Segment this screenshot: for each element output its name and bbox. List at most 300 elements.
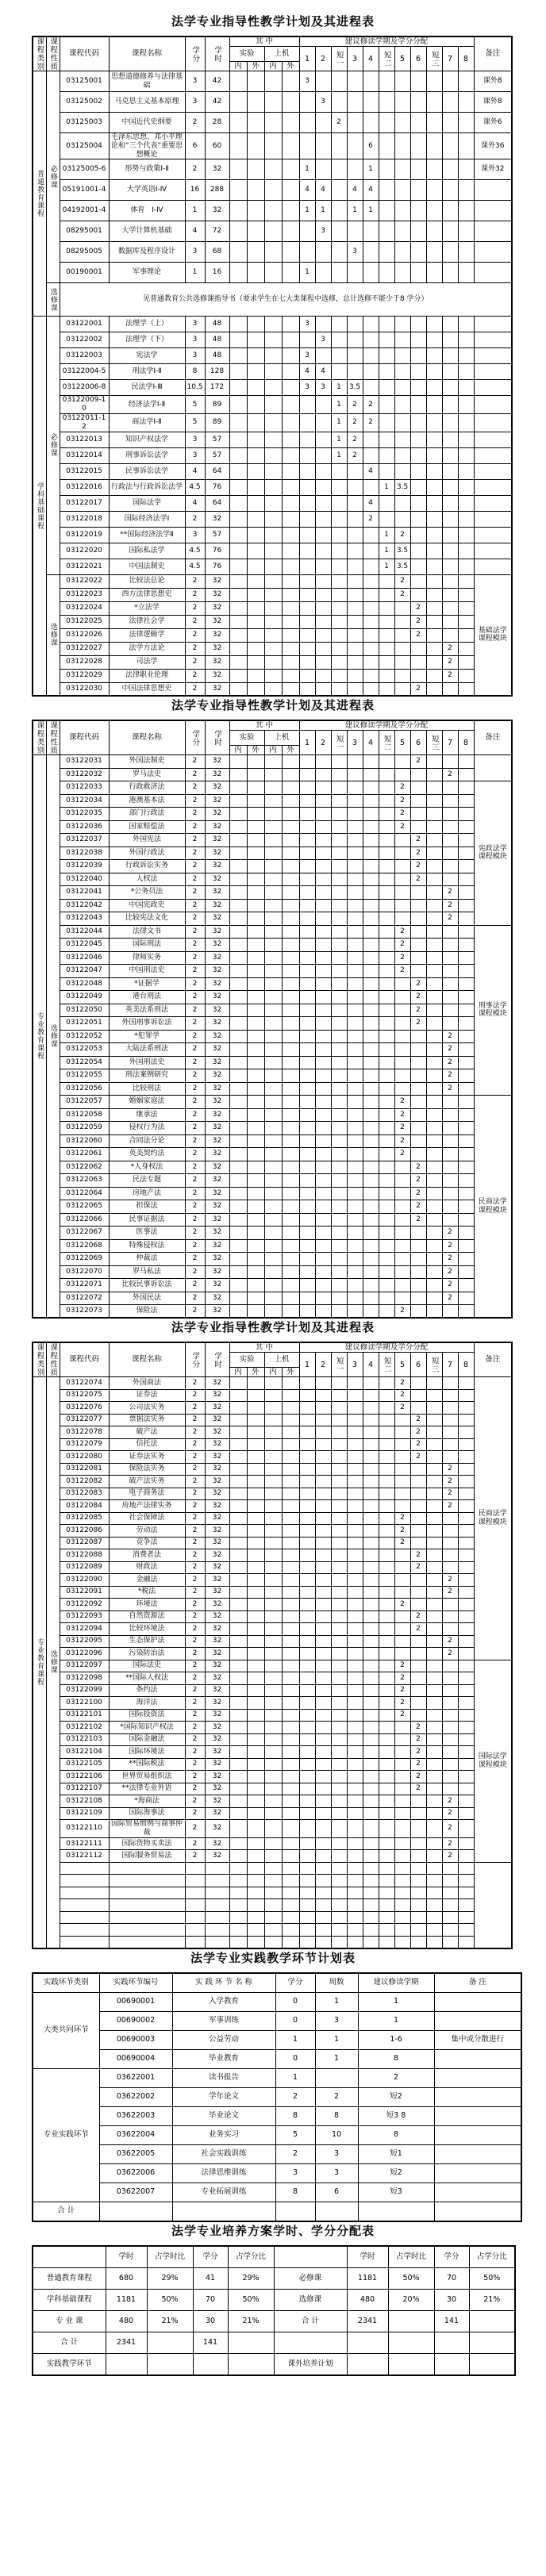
cell-sem-6: 2 (410, 1746, 426, 1759)
cell-course-code: 03122085 (60, 1512, 109, 1525)
cell-sem-5 (394, 669, 410, 682)
cell-sem-2 (315, 669, 331, 682)
cell-course-name: 医事法 (109, 1227, 185, 1240)
summary-row (33, 2310, 515, 2332)
cell-sem-4 (363, 965, 379, 978)
cell-lab-hours (282, 808, 299, 821)
cell-sem-3 (347, 1108, 363, 1122)
cell-sem-8 (458, 682, 474, 696)
cell-sem-5: 2 (394, 951, 410, 965)
cell-hours: 32 (205, 794, 229, 808)
summary-header-credits: 学分 (193, 2246, 228, 2268)
cell-lab-hours (229, 1733, 247, 1746)
cell-sem-4 (363, 92, 379, 113)
cell-lab-hours (282, 1438, 299, 1451)
cell-sem-s1 (331, 1911, 347, 1924)
cell-lab-hours (229, 1807, 247, 1820)
cell-sem-6 (410, 159, 426, 180)
cell-hours: 32 (205, 1414, 229, 1426)
cell-sem-6 (410, 912, 426, 926)
course-row (33, 1746, 512, 1759)
course-row (33, 939, 512, 952)
cell-sem-s1: 1 (331, 432, 347, 447)
header-semester-3: 3 (347, 731, 363, 755)
cell-lab-hours (264, 820, 282, 834)
cell-sem-2 (315, 1684, 331, 1697)
cell-remark (474, 479, 512, 495)
cell-sem-5: 2 (394, 1402, 410, 1415)
summary-category-label: 课外培养计划 (274, 2353, 347, 2375)
summary-header-hours-pct: 占学时比 (388, 2246, 434, 2268)
header-course-nature: 课程性质 (46, 36, 60, 71)
cell-sem-s1 (331, 1758, 347, 1771)
cell-sem-3 (347, 1134, 363, 1148)
header-experiment: 实验 (229, 1353, 264, 1367)
cell-hours: 32 (205, 912, 229, 926)
cell-credits: 2 (185, 511, 205, 527)
cell-course-code: 03122060 (60, 1134, 109, 1148)
cell-course-name: 经济法学Ⅰ-Ⅱ (109, 396, 185, 414)
cell-sem-s2 (379, 511, 394, 527)
cell-course-name: 比较法总论 (109, 574, 185, 588)
cell-sem-7 (442, 1887, 458, 1899)
cell-lab-hours (229, 1187, 247, 1200)
course-row (33, 1265, 512, 1279)
cell-lab-hours (264, 1660, 282, 1672)
cell-lab-hours (247, 991, 264, 1004)
cell-sem-2 (315, 432, 331, 447)
cell-practice-code: 03622001 (99, 2068, 172, 2087)
cell-sem-7 (442, 263, 458, 283)
cell-sem-6: 2 (410, 991, 426, 1004)
cell-credits: 2 (185, 1709, 205, 1722)
cell-sem-4 (363, 820, 379, 834)
cell-sem-2 (315, 1875, 331, 1887)
cell-sem-8 (458, 1610, 474, 1623)
cell-lab-hours (264, 1389, 282, 1402)
cell-lab-hours (264, 159, 282, 180)
cell-credits-percent: 50% (228, 2289, 274, 2310)
cell-hours: 32 (205, 781, 229, 795)
cell-sem-s3 (426, 1574, 442, 1587)
course-row (33, 511, 512, 527)
course-row (33, 781, 512, 795)
course-row (33, 380, 512, 396)
course-row (33, 669, 512, 682)
cell-sem-3 (347, 1377, 363, 1390)
cell-lab-hours (229, 1292, 247, 1305)
cell-sem-5 (394, 413, 410, 432)
cell-sem-5: 3.5 (394, 479, 410, 495)
cell-sem-6 (410, 1697, 426, 1710)
cell-sem-4: 4 (363, 180, 379, 201)
cell-sem-4 (363, 1438, 379, 1451)
cell-course-name: 毛泽东思想、邓小平理论和“三个代表”重要思想概论 (109, 133, 185, 159)
cell-lab-hours (282, 1265, 299, 1279)
cell-credits: 2 (185, 965, 205, 978)
cell-course-code: 03122024 (60, 601, 109, 615)
cell-sem-5 (394, 1069, 410, 1083)
cell-sem-6 (410, 479, 426, 495)
cell-sem-3 (347, 479, 363, 495)
course-row (33, 768, 512, 781)
cell-sem-1 (299, 1043, 315, 1057)
cell-sem-7 (442, 1623, 458, 1636)
header-credits: 学分 (185, 36, 205, 71)
cell-sem-s1 (331, 1161, 347, 1174)
cell-hours (205, 1875, 229, 1887)
cell-credits: 2 (185, 1837, 205, 1850)
cell-sem-5 (394, 432, 410, 447)
cell-course-code: 03122088 (60, 1549, 109, 1562)
header-semester-s3: 短三 (426, 731, 442, 755)
cell-lab-hours (229, 221, 247, 242)
cell-sem-3 (347, 808, 363, 821)
cell-lab-hours (264, 1096, 282, 1109)
cell-sem-5 (394, 1850, 410, 1863)
cell-sem-1 (299, 873, 315, 886)
cell-sem-4 (363, 977, 379, 991)
cell-sem-1 (299, 1122, 315, 1135)
cell-sem-1 (299, 1292, 315, 1305)
cell-credits: 3 (185, 527, 205, 543)
cell-course-name: 港澳基本法 (109, 794, 185, 808)
cell-sem-3 (347, 1512, 363, 1525)
cell-lab-hours (282, 1623, 299, 1636)
cell-sem-s3 (426, 1850, 442, 1863)
cell-sem-5: 2 (394, 1697, 410, 1710)
cell-lab-hours (229, 1017, 247, 1031)
course-row (33, 1451, 512, 1464)
cell-lab-hours (229, 1648, 247, 1660)
cell-course-name: 担保法 (109, 1200, 185, 1214)
cell-sem-3 (347, 574, 363, 588)
header-semester-6: 6 (410, 1353, 426, 1377)
cell-course-name: 国际环境法 (109, 1746, 185, 1759)
cell-sem-s1 (331, 1476, 347, 1488)
cell-sem-s1 (331, 965, 347, 978)
cell-sem-5 (394, 1500, 410, 1513)
practice-header-0: 实践环节类别 (33, 1973, 99, 1993)
cell-sem-5 (394, 1623, 410, 1636)
cell-sem-s1 (331, 899, 347, 912)
cell-sem-4 (363, 263, 379, 283)
cell-lab-hours (282, 1239, 299, 1253)
cell-hours: 48 (205, 317, 229, 332)
cell-sem-4 (363, 479, 379, 495)
cell-sem-s2 (379, 1438, 394, 1451)
cell-practice-code: 00690003 (99, 2030, 172, 2049)
cell-lab-hours (247, 159, 264, 180)
cell-lab-hours (229, 1924, 247, 1937)
cell-course-code: 03122103 (60, 1733, 109, 1746)
cell-sem-s3 (426, 113, 442, 133)
cell-sem-s3 (426, 1887, 442, 1899)
cell-sem-s3 (426, 1660, 442, 1672)
cell-lab-hours (282, 92, 299, 113)
cell-sem-5 (394, 1292, 410, 1305)
cell-hours: 32 (205, 1402, 229, 1415)
cell-lab-hours (282, 794, 299, 808)
cell-lab-hours (247, 1648, 264, 1660)
cell-sem-s2 (379, 332, 394, 348)
cell-lab-hours (247, 1758, 264, 1771)
cell-credits: 2 (185, 1017, 205, 1031)
cell-course-name: 行政救济法 (109, 781, 185, 795)
course-row (33, 348, 512, 364)
cell-sem-s2 (379, 1043, 394, 1057)
cell-sem-6: 2 (410, 847, 426, 860)
cell-course-code: 03122040 (60, 873, 109, 886)
cell-sem-s1 (331, 834, 347, 847)
cell-sem-7: 2 (442, 1265, 458, 1279)
cell-sem-s1 (331, 873, 347, 886)
cell-sem-3 (347, 601, 363, 615)
cell-sem-s1 (331, 1899, 347, 1912)
cell-sem-s2 (379, 396, 394, 414)
cell-sem-s1 (331, 1200, 347, 1214)
cell-sem-2: 3 (315, 92, 331, 113)
cell-sem-4 (363, 925, 379, 939)
cell-sem-5 (394, 899, 410, 912)
header-course-category: 课程类别 (33, 36, 46, 71)
cell-sem-8 (458, 1108, 474, 1122)
cell-lab-hours (247, 1783, 264, 1795)
cell-course-code: 03122050 (60, 1004, 109, 1017)
cell-sem-s2 (379, 1122, 394, 1135)
cell-remark (474, 348, 512, 364)
cell-lab-hours (282, 1305, 299, 1319)
cell-course-code: 03122047 (60, 965, 109, 978)
cell-sem-6: 2 (410, 1187, 426, 1200)
cell-sem-5 (394, 1911, 410, 1924)
cell-sem-1 (299, 768, 315, 781)
cell-sem-3 (347, 1161, 363, 1174)
cell-lab-hours (264, 447, 282, 463)
cell-sem-1 (299, 1837, 315, 1850)
cell-sem-7 (442, 1537, 458, 1549)
cell-hours: 32 (205, 1265, 229, 1279)
practice-row (33, 2106, 521, 2125)
cell-sem-5 (394, 1635, 410, 1648)
cell-sem-5 (394, 1936, 410, 1948)
cell-sem-6 (410, 133, 426, 159)
cell-course-name: **国际税法 (109, 1758, 185, 1771)
cell-total-credits (434, 2353, 469, 2375)
cell-sem-s1 (331, 1069, 347, 1083)
cell-sem-1 (299, 1850, 315, 1863)
cell-sem-5 (394, 71, 410, 92)
cell-sem-1 (299, 495, 315, 511)
cell-course-code: 03122080 (60, 1451, 109, 1464)
cell-lab-hours (247, 1426, 264, 1439)
cell-sem-3 (347, 1500, 363, 1513)
cell-credits: 3 (185, 71, 205, 92)
cell-remark (474, 527, 512, 543)
cell-sem-4 (363, 1096, 379, 1109)
cell-lab-hours (264, 1512, 282, 1525)
cell-sem-s1 (331, 1488, 347, 1500)
cell-sem-7 (442, 755, 458, 769)
cell-sem-1 (299, 1924, 315, 1937)
cell-sem-2 (315, 682, 331, 696)
cell-sem-s1 (331, 1438, 347, 1451)
cell-sem-7 (442, 574, 458, 588)
cell-sem-s3 (426, 1684, 442, 1697)
cell-lab-hours (282, 1451, 299, 1464)
cell-lab-hours (264, 1488, 282, 1500)
cell-credits: 2 (185, 794, 205, 808)
cell-course-code: 03122014 (60, 447, 109, 463)
cell-hours: 32 (205, 682, 229, 696)
cell-sem-3 (347, 1672, 363, 1685)
cell-sem-s3 (426, 1377, 442, 1390)
cell-sem-6 (410, 1476, 426, 1488)
cell-course-code: 08295005 (60, 242, 109, 263)
cell-lab-hours (264, 1082, 282, 1096)
cell-sem-1 (299, 1227, 315, 1240)
cell-sem-s2 (379, 615, 394, 628)
cell-sem-s2 (379, 1722, 394, 1734)
cell-lab-hours (247, 847, 264, 860)
cell-remark (474, 221, 512, 242)
cell-sem-1: 4 (299, 180, 315, 201)
header-course-category: 课程类别 (33, 720, 46, 755)
cell-hours: 32 (205, 1771, 229, 1783)
cell-sem-4 (363, 332, 379, 348)
cell-course-code: 03122035 (60, 808, 109, 821)
cell-credits: 2 (185, 682, 205, 696)
cell-sem-7: 2 (442, 1082, 458, 1096)
cell-sem-s1 (331, 221, 347, 242)
cell-sem-3 (347, 511, 363, 527)
cell-sem-8 (458, 71, 474, 92)
cell-sem-s3 (426, 1709, 442, 1722)
cell-lab-hours (247, 615, 264, 628)
cell-course-code: 03122065 (60, 1200, 109, 1214)
cell-sem-3 (347, 682, 363, 696)
cell-sem-s2 (379, 899, 394, 912)
cell-hours: 32 (205, 755, 229, 769)
cell-sem-5: 2 (394, 527, 410, 543)
cell-sem-8 (458, 1697, 474, 1710)
cell-lab-hours (229, 559, 247, 574)
cell-total-hours: 480 (106, 2310, 147, 2332)
cell-sem-7 (442, 965, 458, 978)
cell-sem-6: 2 (410, 601, 426, 615)
plan-table-2 (32, 720, 546, 1319)
cell-sem-6: 2 (410, 977, 426, 991)
cell-lab-hours (247, 1512, 264, 1525)
cell-lab-hours (229, 1213, 247, 1227)
cell-lab-hours (229, 396, 247, 414)
cell-lab-hours (264, 1004, 282, 1017)
cell-lab-hours (229, 348, 247, 364)
cell-sem-7: 2 (442, 1043, 458, 1057)
cell-credits: 2 (185, 1512, 205, 1525)
cell-lab-hours (282, 965, 299, 978)
cell-sem-7 (442, 834, 458, 847)
course-row (33, 1134, 512, 1148)
cell-sem-5: 2 (394, 1377, 410, 1390)
cell-sem-2 (315, 1017, 331, 1031)
cell-sem-5 (394, 447, 410, 463)
cell-sem-7 (442, 1697, 458, 1710)
cell-sem-8 (458, 1438, 474, 1451)
cell-sem-8 (458, 495, 474, 511)
cell-sem-3 (347, 860, 363, 873)
cell-hours: 32 (205, 1305, 229, 1319)
cell-sem-8 (458, 543, 474, 559)
cell-course-code: 03122062 (60, 1161, 109, 1174)
cell-lab-hours (247, 463, 264, 479)
cell-sem-s3 (426, 71, 442, 92)
cell-remark (474, 364, 512, 380)
header-inside: 内 (229, 1367, 247, 1376)
cell-sem-3 (347, 1200, 363, 1214)
header-remark: 备注 (474, 1342, 512, 1377)
cell-lab-hours (229, 242, 247, 263)
cell-credits: 2 (185, 1265, 205, 1279)
cell-sem-8 (458, 768, 474, 781)
cell-course-code: 03125004 (60, 133, 109, 159)
header-outside: 外 (282, 61, 299, 71)
cell-lab-hours (282, 1771, 299, 1783)
cell-sem-1 (299, 1279, 315, 1292)
cell-sem-s3 (426, 1253, 442, 1266)
header-semester-4: 4 (363, 731, 379, 755)
cell-sem-4 (363, 669, 379, 682)
cell-total-credits: 30 (434, 2289, 469, 2310)
cell-lab-hours (264, 1108, 282, 1122)
cell-sem-3: 3.5 (347, 380, 363, 396)
cell-credits: 2 (185, 1733, 205, 1746)
cell-sem-s3 (426, 1096, 442, 1109)
cell-course-name: 行政法与行政诉讼法学 (109, 479, 185, 495)
cell-sem-4 (363, 113, 379, 133)
cell-lab-hours (229, 794, 247, 808)
cell-sem-2 (315, 1672, 331, 1685)
cell-sem-s3 (426, 1623, 442, 1636)
cell-sem-2 (315, 242, 331, 263)
cell-hours (205, 1899, 229, 1912)
cell-sem-7 (442, 1305, 458, 1319)
cell-sem-2 (315, 1911, 331, 1924)
cell-course-name: 外国法制史 (109, 755, 185, 769)
cell-practice-name: 公益劳动 (172, 2030, 275, 2049)
cell-sem-7: 2 (442, 1635, 458, 1648)
cell-lab-hours (264, 965, 282, 978)
cell-sem-3 (347, 977, 363, 991)
cell-credits: 5 (185, 413, 205, 432)
cell-lab-hours (264, 201, 282, 221)
cell-sem-7 (442, 159, 458, 180)
course-row (33, 1200, 512, 1214)
cell-sem-s1 (331, 1253, 347, 1266)
cell-lab-hours (229, 847, 247, 860)
cell-course-code: 03122020 (60, 543, 109, 559)
cell-lab-hours (282, 886, 299, 900)
cell-sem-s2 (379, 1426, 394, 1439)
course-row (33, 1574, 512, 1587)
cell-sem-7: 2 (442, 1807, 458, 1820)
cell-lab-hours (264, 543, 282, 559)
cell-lab-hours (282, 1069, 299, 1083)
cell-sem-7 (442, 820, 458, 834)
cell-lab-hours (247, 1043, 264, 1057)
cell-lab-hours (247, 1017, 264, 1031)
cell-sem-6: 2 (410, 1733, 426, 1746)
